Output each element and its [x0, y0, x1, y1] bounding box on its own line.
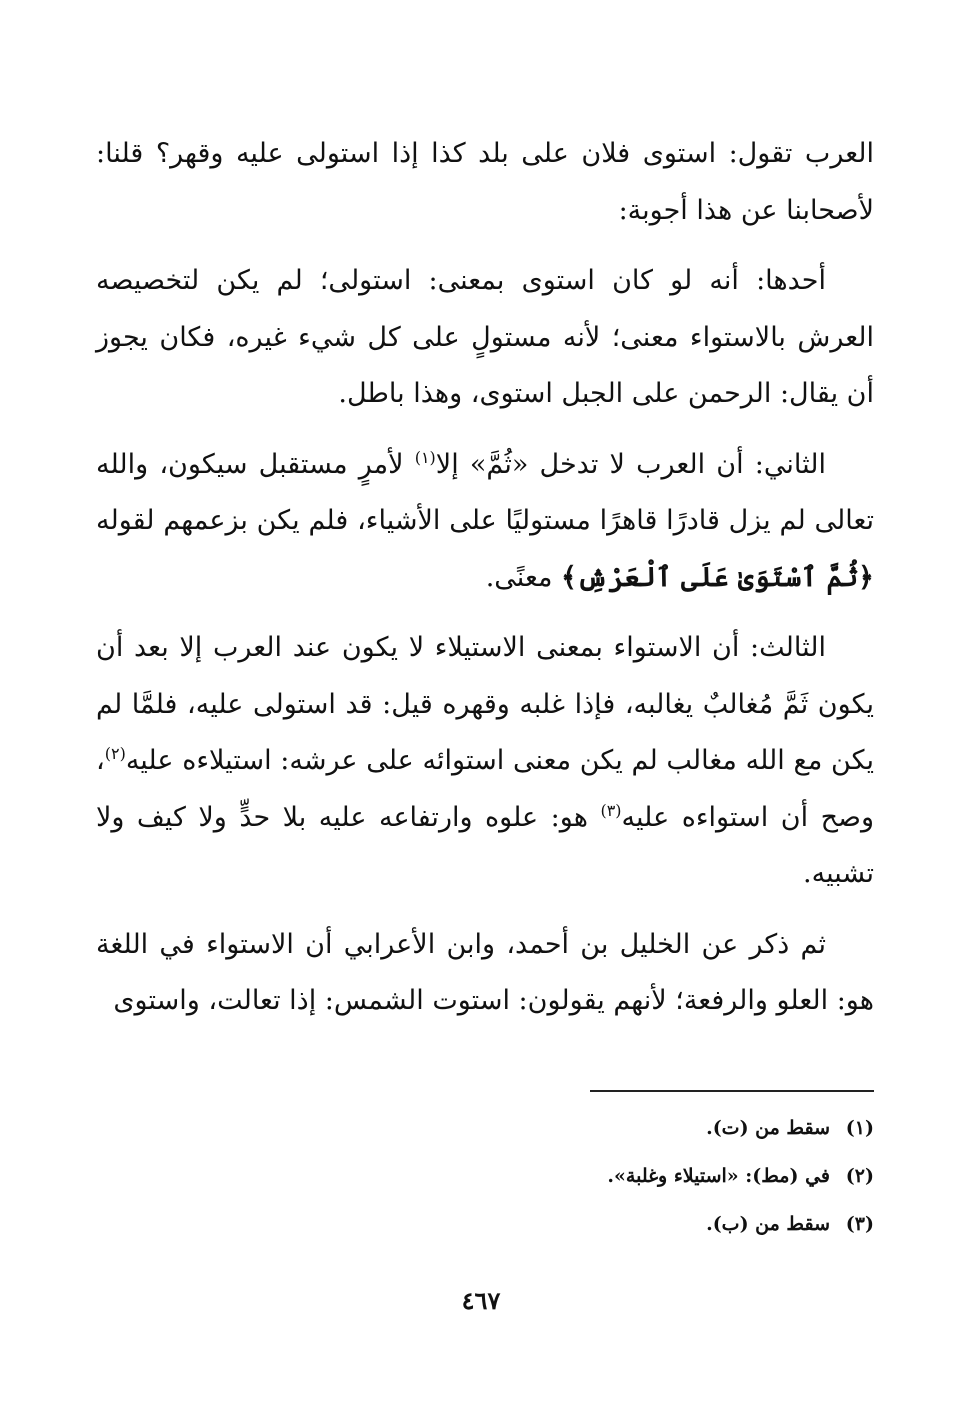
quran-verse: ﴿ثُمَّ ٱسْتَوَىٰ عَلَى ٱلْعَرْشِ﴾	[561, 561, 874, 593]
paragraph-5: ثم ذكر عن الخليل بن أحمد، وابن الأعرابي أن الاستواء في اللغة هو: العلو والرفعة؛ لأنهم يقولون: استوت الشمس: إذا تعالت، واستوى	[96, 928, 874, 1016]
paragraph-4-end: هو: علوه وارتفاعه عليه بلا حدٍّ ولا كيف ولا تشبيه.	[96, 801, 874, 889]
footnote-text: سقط من (ت).	[706, 1117, 830, 1139]
footnote-text: سقط من (ب).	[706, 1213, 830, 1235]
footnote-number: (٢)	[845, 1165, 874, 1187]
footnote-number: (١)	[845, 1117, 874, 1139]
footnote-3	[374, 1200, 874, 1248]
footnotes	[374, 1104, 874, 1248]
paragraph-1: العرب تقول: استوى فلان على بلد كذا إذا استولى عليه وقهر؟ قلنا: لأصحابنا عن هذا أجوبة:	[96, 138, 874, 226]
footnote-number: (٣)	[845, 1213, 874, 1235]
footnote-ref-3[interactable]: (٣)	[600, 800, 622, 820]
page-number: ٤٦٧	[461, 1286, 501, 1315]
paragraph-3-start: الثاني: أن العرب لا تدخل «ثُمَّ» إلا	[435, 448, 827, 480]
paragraph-4-start: الثالث: أن الاستواء بمعنى الاستيلاء لا يكون عند العرب إلا بعد أن يكون ثَمَّ مُغالبٌ يغالبه، فإذا غلبه وقهره قيل: قد استولى عليه، فلمَّا لم يكن مع الله مغالب لم يكن معنى استوائه على عرشه: استيلاءه عليه	[96, 632, 874, 776]
footnote-ref-1[interactable]: (١)	[414, 447, 436, 467]
paragraph-4	[96, 620, 874, 903]
paragraph-3	[96, 437, 874, 607]
paragraph-3-end: معنًى.	[485, 561, 562, 593]
paragraph-3-middle: لأمرٍ مستقبل سيكون، والله تعالى لم يزل قادرًا قاهرًا مستوليًا على الأشياء، فلم يكن بزعمهم لقوله	[96, 448, 874, 536]
paragraph-2: أحدها: أنه لو كان استوى بمعنى: استولى؛ لم يكن لتخصيصه العرش بالاستواء معنى؛ لأنه مستولٍ على كل شيء غيره، فكان يجوز أن يقال: الرحمن على الجبل استوى، وهذا باطل.	[96, 265, 874, 409]
footnote-1	[374, 1104, 874, 1152]
footnote-ref-2[interactable]: (٢)	[104, 744, 126, 763]
footnote-2	[374, 1152, 874, 1200]
footnote-text: في (مط): «استيلاء وغلبة».	[607, 1165, 830, 1187]
paragraph-4-middle: ، وصح أن استواءه عليه	[96, 745, 874, 833]
footnote-divider	[590, 1090, 874, 1092]
